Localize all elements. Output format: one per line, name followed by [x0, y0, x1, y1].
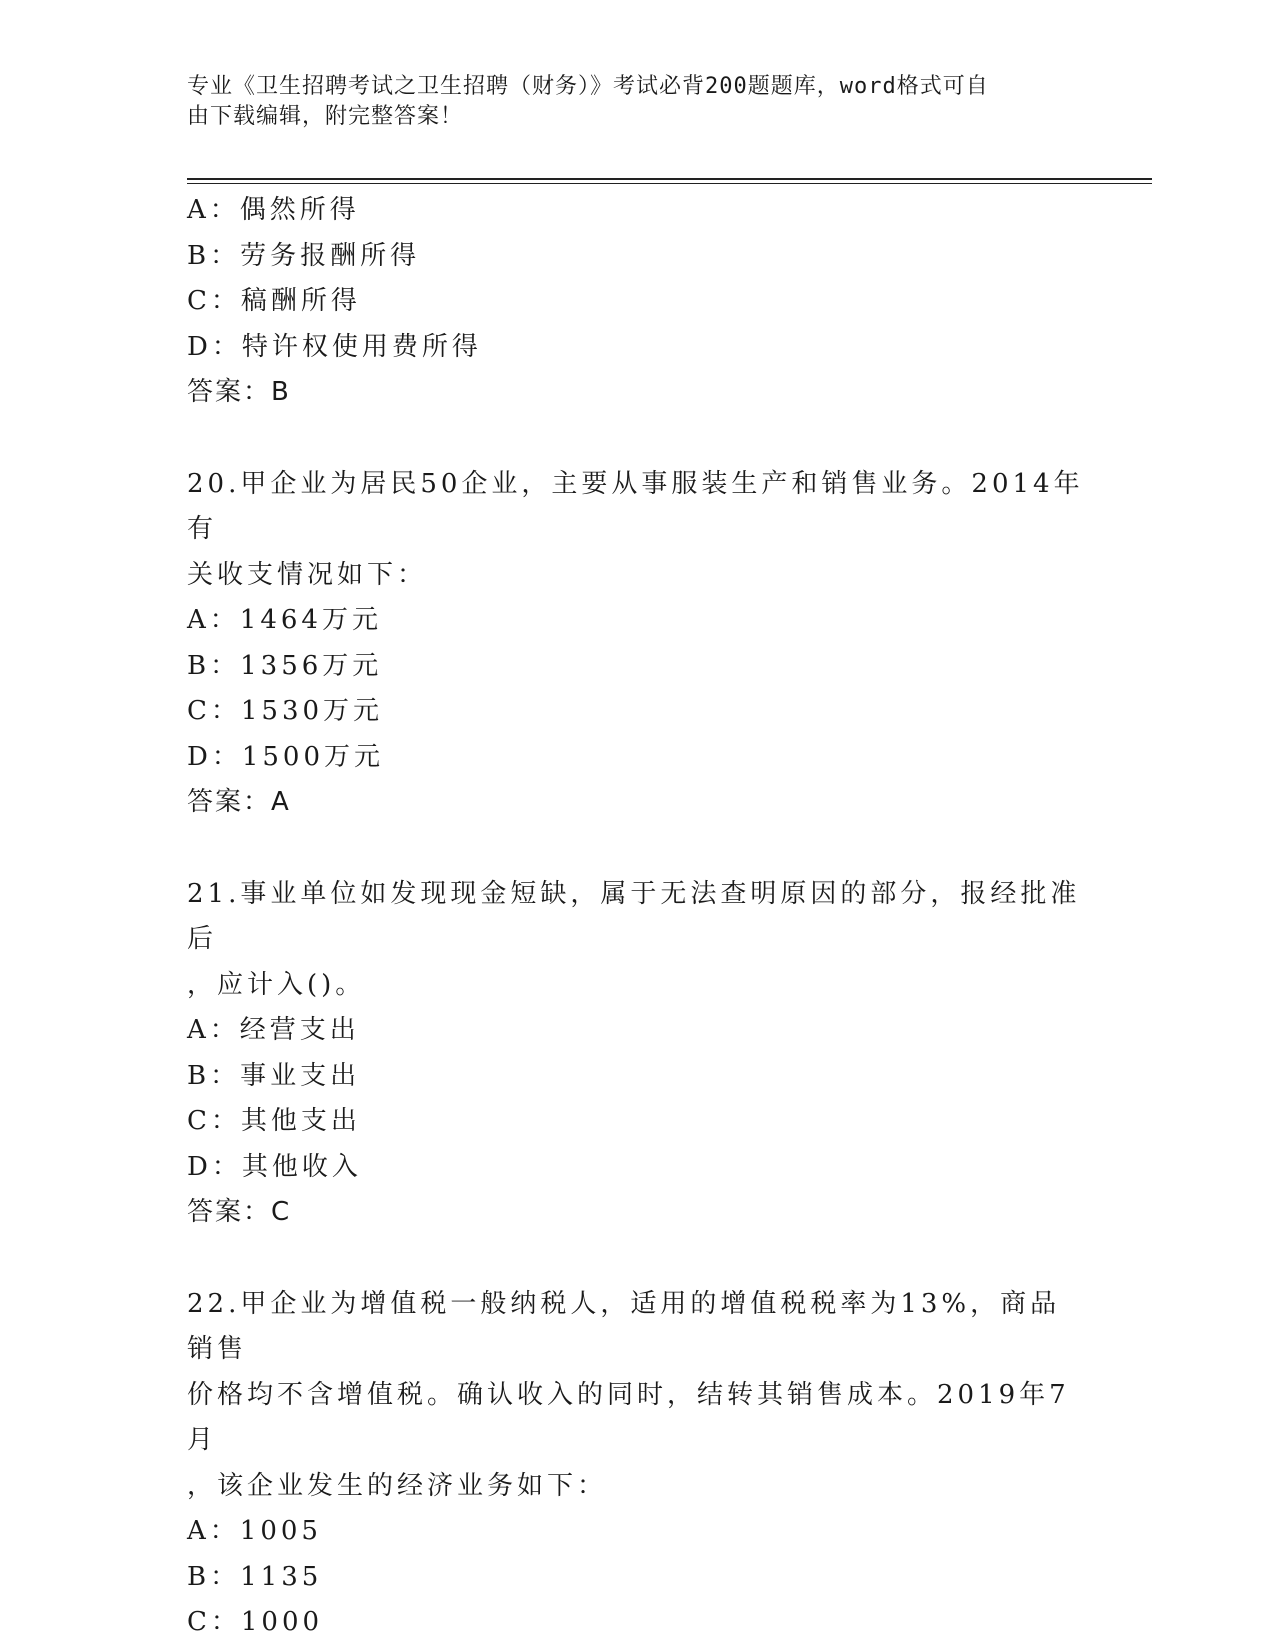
option-a: A：经营支出 [187, 1015, 360, 1045]
option-a: A：偶然所得 [187, 195, 360, 225]
document-header [187, 72, 1067, 132]
question-stem-line: 21.事业单位如发现现金短缺，属于无法查明原因的部分，报经批准后 [187, 878, 1081, 954]
option-a: A：1005 [187, 1516, 322, 1546]
question-stem-line: 20.甲企业为居民50企业，主要从事服装生产和销售业务。2014年有 [187, 468, 1084, 544]
question-stem-line: ，应计入()。 [187, 969, 366, 1000]
spacer [187, 1236, 1087, 1282]
header-divider-thin [187, 183, 1152, 184]
question-stem-line: 价格均不含增值税。确认收入的同时，结转其销售成本。2019年7月 [187, 1379, 1070, 1455]
option-d: D：特许权使用费所得 [187, 331, 482, 362]
question-stem-line: ，该企业发生的经济业务如下： [187, 1470, 608, 1501]
document-body [187, 188, 1087, 1646]
option-b: B：1356万元 [187, 650, 383, 681]
question-block-20 [187, 462, 1087, 826]
question-stem-line: 关收支情况如下： [187, 559, 428, 590]
option-d: D：1500万元 [187, 741, 385, 772]
header-line-2: 由下载编辑，附完整答案！ [187, 104, 464, 129]
option-c: C：1530万元 [187, 696, 384, 726]
question-stem-line: 22.甲企业为增值税一般纳税人，适用的增值税税率为13%，商品销售 [187, 1288, 1061, 1364]
question-block-21 [187, 872, 1087, 1236]
question-block-19 [187, 188, 1087, 416]
answer-line: 答案：A [187, 787, 291, 817]
option-c: C：1000 [187, 1607, 324, 1637]
option-d: D：其他收入 [187, 1151, 362, 1182]
spacer [187, 416, 1087, 462]
option-a: A：1464万元 [187, 605, 382, 635]
header-line-1: 专业《卫生招聘考试之卫生招聘（财务）》考试必背200题题库，word格式可自 [187, 74, 989, 99]
answer-line: 答案：C [187, 1197, 292, 1227]
option-b: B：1135 [187, 1561, 323, 1592]
answer-line: 答案：B [187, 377, 291, 407]
option-b: B：劳务报酬所得 [187, 240, 421, 271]
header-divider-thick [187, 178, 1152, 180]
option-c: C：稿酬所得 [187, 286, 361, 316]
question-block-22 [187, 1282, 1087, 1646]
option-c: C：其他支出 [187, 1106, 361, 1136]
spacer [187, 826, 1087, 872]
option-b: B：事业支出 [187, 1060, 361, 1091]
